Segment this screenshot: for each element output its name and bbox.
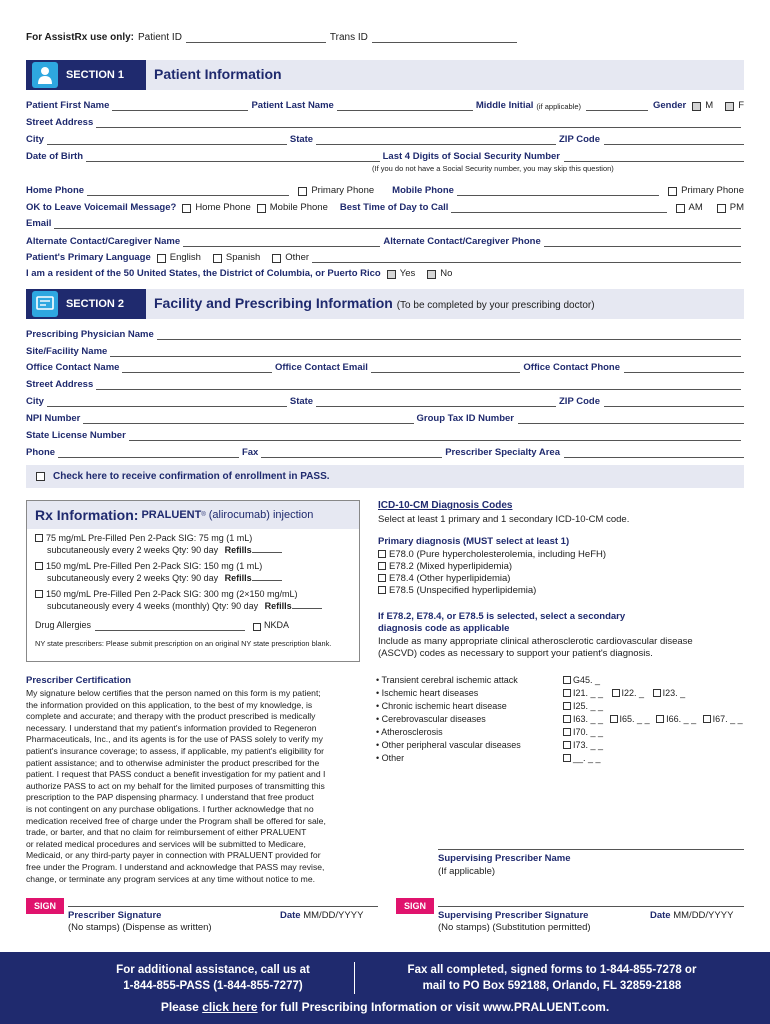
am-checkbox[interactable] bbox=[676, 204, 685, 213]
dx-e782[interactable] bbox=[378, 561, 606, 573]
code-g45-label: G45. _ bbox=[573, 675, 601, 685]
dx-e782-checkbox[interactable] bbox=[378, 562, 386, 570]
code-i65-checkbox[interactable] bbox=[610, 715, 618, 723]
condition-label: Chronic ischemic heart disease bbox=[381, 701, 507, 711]
footer-phone-line1: For additional assistance, call us at bbox=[116, 964, 310, 976]
cert-line: free under the Program. I understand and acknowledge that PASS may revise, bbox=[26, 861, 325, 872]
state-label: State bbox=[289, 134, 314, 145]
facility-street-row bbox=[26, 377, 744, 390]
rx-75-refills-field[interactable] bbox=[252, 544, 282, 553]
assistrx-use-only bbox=[26, 32, 517, 43]
middle-initial-field[interactable] bbox=[586, 102, 648, 111]
gender-male-checkbox[interactable] bbox=[692, 102, 701, 111]
rx-75-checkbox[interactable] bbox=[35, 534, 43, 542]
section-2-title bbox=[154, 295, 595, 311]
if-applicable-note: (if applicable) bbox=[536, 102, 581, 111]
gender-female-checkbox[interactable] bbox=[725, 102, 734, 111]
patient-city-row bbox=[26, 132, 744, 145]
code-g45-checkbox[interactable] bbox=[563, 676, 571, 684]
facility-phone-label: Phone bbox=[26, 447, 56, 458]
cert-line: patient. I request that PASS conduct a benefit investigation for my patient and I bbox=[26, 769, 326, 780]
code-i25-checkbox[interactable] bbox=[563, 702, 571, 710]
city-label: City bbox=[26, 134, 44, 145]
language-row bbox=[26, 250, 744, 263]
dx-e785-checkbox[interactable] bbox=[378, 586, 386, 594]
rx-150-q2w-refills-label: Refills bbox=[224, 573, 252, 583]
footer-divider bbox=[354, 962, 355, 994]
state-field[interactable] bbox=[316, 136, 556, 145]
mobile-primary-checkbox[interactable] bbox=[668, 187, 677, 196]
vm-mobile-label: Mobile Phone bbox=[269, 202, 328, 213]
voicemail-row bbox=[26, 200, 744, 213]
condition-label: Cerebrovascular diseases bbox=[381, 714, 486, 724]
footer-phone-line2: 1-844-855-PASS (1-844-855-7277) bbox=[123, 980, 303, 992]
trans-id-field[interactable] bbox=[372, 34, 517, 43]
assistrx-label: For AssistRx use only: bbox=[26, 32, 134, 43]
ssn-label: Last 4 Digits of Social Security Number bbox=[382, 151, 560, 162]
cert-line: patient's insurance coverage; to assess, if applicable, my patient's eligibility for bbox=[26, 745, 325, 756]
condition-item: • Transient cerebral ischemic attack bbox=[376, 675, 518, 685]
mobile-primary-label: Primary Phone bbox=[681, 185, 744, 196]
home-primary-label: Primary Phone bbox=[311, 185, 375, 196]
secondary-dx-title-1: If E78.2, E78.4, or E78.5 is selected, select a secondary bbox=[378, 611, 626, 622]
tax-id-field[interactable] bbox=[518, 415, 744, 424]
other-language-checkbox[interactable] bbox=[272, 254, 281, 263]
rx-75-line2: subcutaneously every 2 weeks Qty: 90 day bbox=[47, 545, 219, 555]
section-2-note: (To be completed by your prescribing doctor) bbox=[396, 300, 595, 311]
rx-allergies-row bbox=[35, 619, 353, 631]
alt-phone-field[interactable] bbox=[544, 238, 741, 247]
supervising-date-format: MM/DD/YYYY bbox=[673, 910, 734, 921]
dx-e780-checkbox[interactable] bbox=[378, 550, 386, 558]
prescriber-signature-label: Prescriber Signature bbox=[68, 910, 162, 921]
home-primary-checkbox[interactable] bbox=[298, 187, 307, 196]
tax-id-label: Group Tax ID Number bbox=[416, 413, 514, 424]
cert-line: Pharmaceuticals, Inc., and its agents is for the use of PASS solely to verify my bbox=[26, 734, 323, 745]
cert-line: the information provided on this application, to the best of my knowledge, is bbox=[26, 699, 313, 710]
facility-street-field[interactable] bbox=[96, 381, 741, 390]
code-i65-label: I65. _ _ bbox=[619, 714, 650, 724]
cert-line: is not contingent on any purchase obligations. I further acknowledge that no bbox=[26, 803, 314, 814]
condition-item: • Other bbox=[376, 753, 405, 763]
vm-home-label: Home Phone bbox=[195, 202, 251, 213]
pass-confirmation-bar bbox=[26, 465, 744, 488]
office-phone-label: Office Contact Phone bbox=[523, 362, 621, 373]
footer-bottom-pre: Please bbox=[160, 1000, 199, 1014]
am-label: AM bbox=[688, 202, 703, 213]
office-email-field[interactable] bbox=[371, 364, 521, 373]
footer-phone bbox=[88, 962, 338, 994]
patient-street-row bbox=[26, 115, 744, 128]
cert-title: Prescriber Certification bbox=[26, 675, 132, 686]
nkda-checkbox[interactable] bbox=[253, 623, 261, 631]
cert-text bbox=[26, 688, 366, 885]
footer bbox=[0, 952, 770, 1024]
condition-label: Other bbox=[381, 753, 405, 763]
cert-line: complete and accurate; and therapy with the product prescribed is medically bbox=[26, 711, 316, 722]
pass-confirm-checkbox[interactable] bbox=[36, 472, 45, 481]
rx-300-q4w-refills-label: Refills bbox=[264, 601, 292, 611]
rx-header bbox=[27, 501, 359, 529]
office-email-label: Office Contact Email bbox=[274, 362, 368, 373]
dx-e780-label: E78.0 (Pure hypercholesterolemia, including HeFH) bbox=[389, 549, 607, 560]
code-i23-checkbox[interactable] bbox=[653, 689, 661, 697]
condition-item: • Cerebrovascular diseases bbox=[376, 714, 486, 724]
mobile-phone-field[interactable] bbox=[457, 187, 659, 196]
ascvd-instruction-1: Include as many appropriate clinical atherosclerotic cardiovascular disease bbox=[378, 636, 693, 647]
rx-information-box bbox=[26, 500, 360, 662]
condition-item: • Ischemic heart diseases bbox=[376, 688, 479, 698]
resident-label: I am a resident of the 50 United States, the District of Columbia, or Puerto Rico bbox=[26, 268, 381, 279]
prescriber-date-format: MM/DD/YYYY bbox=[303, 910, 364, 921]
code-i63-label: I63. _ _ bbox=[573, 714, 604, 724]
cert-line: trade, or barter, and that no claim for reimbursement of either PRALUENT bbox=[26, 827, 307, 838]
best-time-field[interactable] bbox=[451, 204, 666, 213]
trans-id-label: Trans ID bbox=[329, 32, 368, 43]
condition-item: • Atherosclerosis bbox=[376, 727, 443, 737]
rx-150-q2w-line2: subcutaneously every 2 weeks Qty: 90 day bbox=[47, 573, 219, 583]
code-i67-checkbox[interactable] bbox=[703, 715, 711, 723]
code-i67-label: I67. _ _ bbox=[712, 714, 743, 724]
email-field[interactable] bbox=[54, 220, 741, 229]
zip-field[interactable] bbox=[604, 136, 744, 145]
supervising-date bbox=[650, 910, 733, 921]
spanish-label: Spanish bbox=[225, 252, 261, 263]
specialty-label: Prescriber Specialty Area bbox=[445, 447, 560, 458]
prescriber-signature-field[interactable] bbox=[68, 906, 378, 907]
prescriber-signature-note: (No stamps) (Dispense as written) bbox=[68, 922, 212, 933]
section-1-title: Patient Information bbox=[154, 66, 282, 82]
other-language-label: Other bbox=[285, 252, 310, 263]
rx-300-q4w-line1: 150 mg/mL Pre-Filled Pen 2-Pack SIG: 300 mg (2×150 mg/mL) bbox=[46, 589, 298, 599]
dx-e782-label: E78.2 (Mixed hyperlipidemia) bbox=[389, 561, 513, 572]
office-contact-row bbox=[26, 360, 744, 373]
alt-contact-row bbox=[26, 234, 744, 247]
rx-drug: PRALUENT bbox=[141, 509, 202, 521]
resident-no-checkbox[interactable] bbox=[427, 270, 436, 279]
code-i70-label: I70. _ _ bbox=[573, 727, 604, 737]
rx-300-q4w-line2: subcutaneously every 4 weeks (monthly) Qty: 90 day bbox=[47, 601, 259, 611]
prescriber-date bbox=[280, 910, 363, 921]
physician-label: Prescribing Physician Name bbox=[26, 329, 154, 340]
site-field[interactable] bbox=[110, 348, 741, 357]
ascvd-instruction-2: (ASCVD) codes as necessary to support your patient's diagnosis. bbox=[378, 648, 653, 659]
resident-no-label: No bbox=[440, 268, 453, 279]
cert-line: My signature below certifies that the person named on this form is my patient; bbox=[26, 688, 321, 698]
pm-label: PM bbox=[729, 202, 744, 213]
gender-male-label: M bbox=[705, 100, 714, 111]
email-label: Email bbox=[26, 218, 52, 229]
rx-300-q4w-refills-field[interactable] bbox=[292, 600, 322, 609]
license-label: State License Number bbox=[26, 430, 126, 441]
city-field[interactable] bbox=[47, 136, 287, 145]
site-label: Site/Facility Name bbox=[26, 346, 108, 357]
code-i63-checkbox[interactable] bbox=[563, 715, 571, 723]
supervising-name-field[interactable] bbox=[438, 849, 744, 850]
facility-phone-row bbox=[26, 445, 744, 458]
dx-e784-label: E78.4 (Other hyperlipidemia) bbox=[389, 573, 511, 584]
condition-item: • Other peripheral vascular diseases bbox=[376, 740, 521, 750]
gender-female-label: F bbox=[738, 100, 744, 111]
condition-label: Transient cerebral ischemic attack bbox=[381, 675, 518, 685]
supervising-date-label: Date bbox=[650, 910, 671, 921]
facility-street-label: Street Address bbox=[26, 379, 94, 390]
code-other-checkbox[interactable] bbox=[563, 754, 571, 762]
facility-zip-field[interactable] bbox=[604, 398, 744, 407]
footer-bottom-post: for full Prescribing Information or visit www.PRALUENT.com. bbox=[260, 1000, 610, 1014]
footer-fax bbox=[372, 962, 732, 994]
icd-instruction: Select at least 1 primary and 1 secondary ICD-10-CM code. bbox=[378, 514, 630, 525]
sign-badge-supervising: SIGN bbox=[396, 898, 434, 914]
last-name-field[interactable] bbox=[337, 102, 473, 111]
condition-label: Ischemic heart diseases bbox=[381, 688, 479, 698]
supervising-signature-field[interactable] bbox=[438, 906, 744, 907]
prescription-icon bbox=[32, 291, 58, 317]
rx-option-75 bbox=[35, 532, 282, 556]
dx-e780[interactable] bbox=[378, 549, 606, 561]
alt-phone-label: Alternate Contact/Caregiver Phone bbox=[383, 236, 541, 247]
resident-row bbox=[26, 266, 744, 279]
first-name-label: Patient First Name bbox=[26, 100, 110, 111]
code-i73-checkbox[interactable] bbox=[563, 741, 571, 749]
english-checkbox[interactable] bbox=[157, 254, 166, 263]
secondary-dx-title-2: diagnosis code as applicable bbox=[378, 623, 510, 634]
rx-option-300-q4w bbox=[35, 588, 322, 612]
supervising-signature-note: (No stamps) (Substitution permitted) bbox=[438, 922, 591, 933]
condition-list bbox=[376, 674, 521, 765]
code-i70-checkbox[interactable] bbox=[563, 728, 571, 736]
office-contact-field[interactable] bbox=[122, 364, 272, 373]
pass-confirm-label: Check here to receive confirmation of enrollment in PASS. bbox=[53, 471, 330, 482]
code-i66-checkbox[interactable] bbox=[656, 715, 664, 723]
patient-id-label: Patient ID bbox=[138, 32, 182, 43]
patient-phone-row bbox=[26, 183, 744, 196]
patient-name-row bbox=[26, 98, 744, 111]
cert-line: change, or terminate any program services at any time without notice to me. bbox=[26, 873, 315, 884]
english-label: English bbox=[169, 252, 201, 263]
cert-line: patient assistance; and to otherwise administer the product prescribed for the bbox=[26, 757, 320, 768]
code-i25-label: I25. _ _ bbox=[573, 701, 604, 711]
spanish-checkbox[interactable] bbox=[213, 254, 222, 263]
rx-150-q2w-refills-field[interactable] bbox=[252, 572, 282, 581]
footer-fax-line1: Fax all completed, signed forms to 1-844-855-7278 or bbox=[407, 964, 697, 976]
code-other-label: __. _ _ bbox=[573, 753, 601, 763]
section-2-tab bbox=[26, 289, 146, 319]
rx-option-150-q2w bbox=[35, 560, 282, 584]
first-name-field[interactable] bbox=[112, 102, 248, 111]
rx-75-refills-label: Refills bbox=[224, 545, 252, 555]
cert-line: or related medical procedures and services will be submitted to Medicare, bbox=[26, 838, 306, 849]
npi-field[interactable] bbox=[83, 415, 413, 424]
secondary-code-grid bbox=[563, 674, 743, 765]
street-field[interactable] bbox=[96, 119, 741, 128]
facility-state-field[interactable] bbox=[316, 398, 556, 407]
condition-label: Other peripheral vascular diseases bbox=[381, 740, 521, 750]
ascvd-instruction bbox=[378, 636, 693, 660]
fax-label: Fax bbox=[241, 447, 259, 458]
facility-zip-label: ZIP Code bbox=[559, 396, 600, 407]
section-1-header bbox=[26, 60, 744, 90]
patient-id-field[interactable] bbox=[186, 34, 326, 43]
patient-dob-row bbox=[26, 149, 744, 162]
resident-yes-checkbox[interactable] bbox=[387, 270, 396, 279]
fax-field[interactable] bbox=[261, 449, 442, 458]
rx-title: Rx Information: bbox=[35, 507, 139, 523]
site-row bbox=[26, 344, 744, 357]
dx-e784[interactable] bbox=[378, 573, 606, 585]
sign-badge-prescriber: SIGN bbox=[26, 898, 64, 914]
primary-dx-title: Primary diagnosis (MUST select at least 1) bbox=[378, 536, 570, 547]
home-phone-field[interactable] bbox=[87, 187, 289, 196]
code-i22-checkbox[interactable] bbox=[612, 689, 620, 697]
rx-150-q2w-line1: 150 mg/mL Pre-Filled Pen 2-Pack SIG: 150 mg (1 mL) bbox=[46, 561, 263, 571]
supervising-name-label: Supervising Prescriber Name bbox=[438, 853, 571, 864]
dx-e785-label: E78.5 (Unspecified hyperlipidemia) bbox=[389, 585, 537, 596]
dx-e784-checkbox[interactable] bbox=[378, 574, 386, 582]
alt-contact-label: Alternate Contact/Caregiver Name bbox=[26, 236, 181, 247]
code-i21-label: I21. _ _ bbox=[573, 688, 604, 698]
pm-checkbox[interactable] bbox=[717, 204, 726, 213]
footer-fax-line2: mail to PO Box 592188, Orlando, FL 32859-2188 bbox=[422, 980, 682, 992]
cert-line: Medicaid, or any third-party payer in connection with PRALUENT provided for bbox=[26, 850, 321, 861]
cert-line: authorize PASS to act on my behalf for the limited purposes of transmitting this bbox=[26, 780, 325, 791]
prescribing-info-link[interactable]: click here bbox=[202, 1000, 258, 1014]
rx-allergies-label: Drug Allergies bbox=[35, 620, 92, 630]
code-i73-label: I73. _ _ bbox=[573, 740, 604, 750]
resident-yes-label: Yes bbox=[399, 268, 416, 279]
condition-label: Atherosclerosis bbox=[381, 727, 443, 737]
other-language-field[interactable] bbox=[312, 254, 741, 263]
middle-initial-label: Middle Initial bbox=[475, 100, 534, 111]
npi-row bbox=[26, 411, 744, 424]
facility-city-label: City bbox=[26, 396, 44, 407]
cert-line: necessary. I understand that my patient's information provided to Regeneron bbox=[26, 722, 317, 733]
license-row bbox=[26, 428, 744, 441]
mobile-phone-label: Mobile Phone bbox=[392, 185, 454, 196]
license-field[interactable] bbox=[129, 432, 741, 441]
supervising-signature-label: Supervising Prescriber Signature bbox=[438, 910, 589, 921]
office-phone-field[interactable] bbox=[624, 364, 744, 373]
dx-e785[interactable] bbox=[378, 585, 606, 597]
zip-label: ZIP Code bbox=[559, 134, 600, 145]
code-i21-checkbox[interactable] bbox=[563, 689, 571, 697]
npi-label: NPI Number bbox=[26, 413, 81, 424]
facility-city-field[interactable] bbox=[47, 398, 287, 407]
ssn-field[interactable] bbox=[564, 153, 744, 162]
facility-city-row bbox=[26, 394, 744, 407]
cert-line: prescription to the PAP dispensing pharmacy. I understand that free product bbox=[26, 792, 314, 803]
dob-field[interactable] bbox=[86, 153, 380, 162]
supervising-if-applicable: (If applicable) bbox=[438, 866, 496, 877]
dob-label: Date of Birth bbox=[26, 151, 83, 162]
primary-dx-list bbox=[378, 549, 606, 597]
cert-line: medication received free of charge under the Program shall be offered for sale, bbox=[26, 815, 326, 826]
secondary-dx-title bbox=[378, 611, 625, 635]
ssn-note: (If you do not have a Social Security number, you may skip this question) bbox=[372, 164, 614, 173]
person-icon bbox=[32, 62, 58, 88]
facility-phone-field[interactable] bbox=[58, 449, 239, 458]
alt-contact-field[interactable] bbox=[183, 238, 380, 247]
home-phone-label: Home Phone bbox=[26, 185, 85, 196]
facility-state-label: State bbox=[289, 396, 314, 407]
voicemail-label: OK to Leave Voicemail Message? bbox=[26, 202, 177, 213]
prescriber-date-label: Date bbox=[280, 910, 301, 921]
rx-150-q2w-checkbox[interactable] bbox=[35, 562, 43, 570]
rx-75-line1: 75 mg/mL Pre-Filled Pen 2-Pack SIG: 75 mg (1 mL) bbox=[46, 533, 253, 543]
language-label: Patient's Primary Language bbox=[26, 252, 151, 263]
rx-allergies-field[interactable] bbox=[95, 622, 245, 631]
last-name-label: Patient Last Name bbox=[251, 100, 334, 111]
ny-note: NY state prescribers: Please submit prescription on an original NY state prescription blank. bbox=[35, 639, 332, 648]
condition-item: • Chronic ischemic heart disease bbox=[376, 701, 507, 711]
physician-row bbox=[26, 327, 744, 340]
street-label: Street Address bbox=[26, 117, 94, 128]
code-i22-label: I22. _ bbox=[621, 688, 645, 698]
gender-label: Gender bbox=[653, 100, 687, 111]
code-i23-label: I23. _ bbox=[662, 688, 686, 698]
code-i66-label: I66. _ _ bbox=[666, 714, 697, 724]
rx-reg: ® bbox=[201, 512, 206, 518]
physician-field[interactable] bbox=[157, 331, 741, 340]
icd-title: ICD-10-CM Diagnosis Codes bbox=[378, 500, 513, 511]
section-2-header bbox=[26, 289, 744, 319]
footer-prescribing-info bbox=[0, 1000, 770, 1014]
section-1-tab bbox=[26, 60, 146, 90]
vm-mobile-checkbox[interactable] bbox=[257, 204, 266, 213]
specialty-field[interactable] bbox=[564, 449, 744, 458]
section-1-tab-label: SECTION 1 bbox=[65, 69, 125, 81]
nkda-label: NKDA bbox=[264, 620, 290, 630]
email-row bbox=[26, 216, 744, 229]
vm-home-checkbox[interactable] bbox=[182, 204, 191, 213]
rx-generic: (alirocumab) injection bbox=[208, 509, 314, 521]
rx-300-q4w-checkbox[interactable] bbox=[35, 590, 43, 598]
section-2-tab-label: SECTION 2 bbox=[65, 298, 125, 310]
section-2-title-text: Facility and Prescribing Information bbox=[154, 295, 393, 311]
best-time-label: Best Time of Day to Call bbox=[339, 202, 449, 213]
office-contact-label: Office Contact Name bbox=[26, 362, 120, 373]
